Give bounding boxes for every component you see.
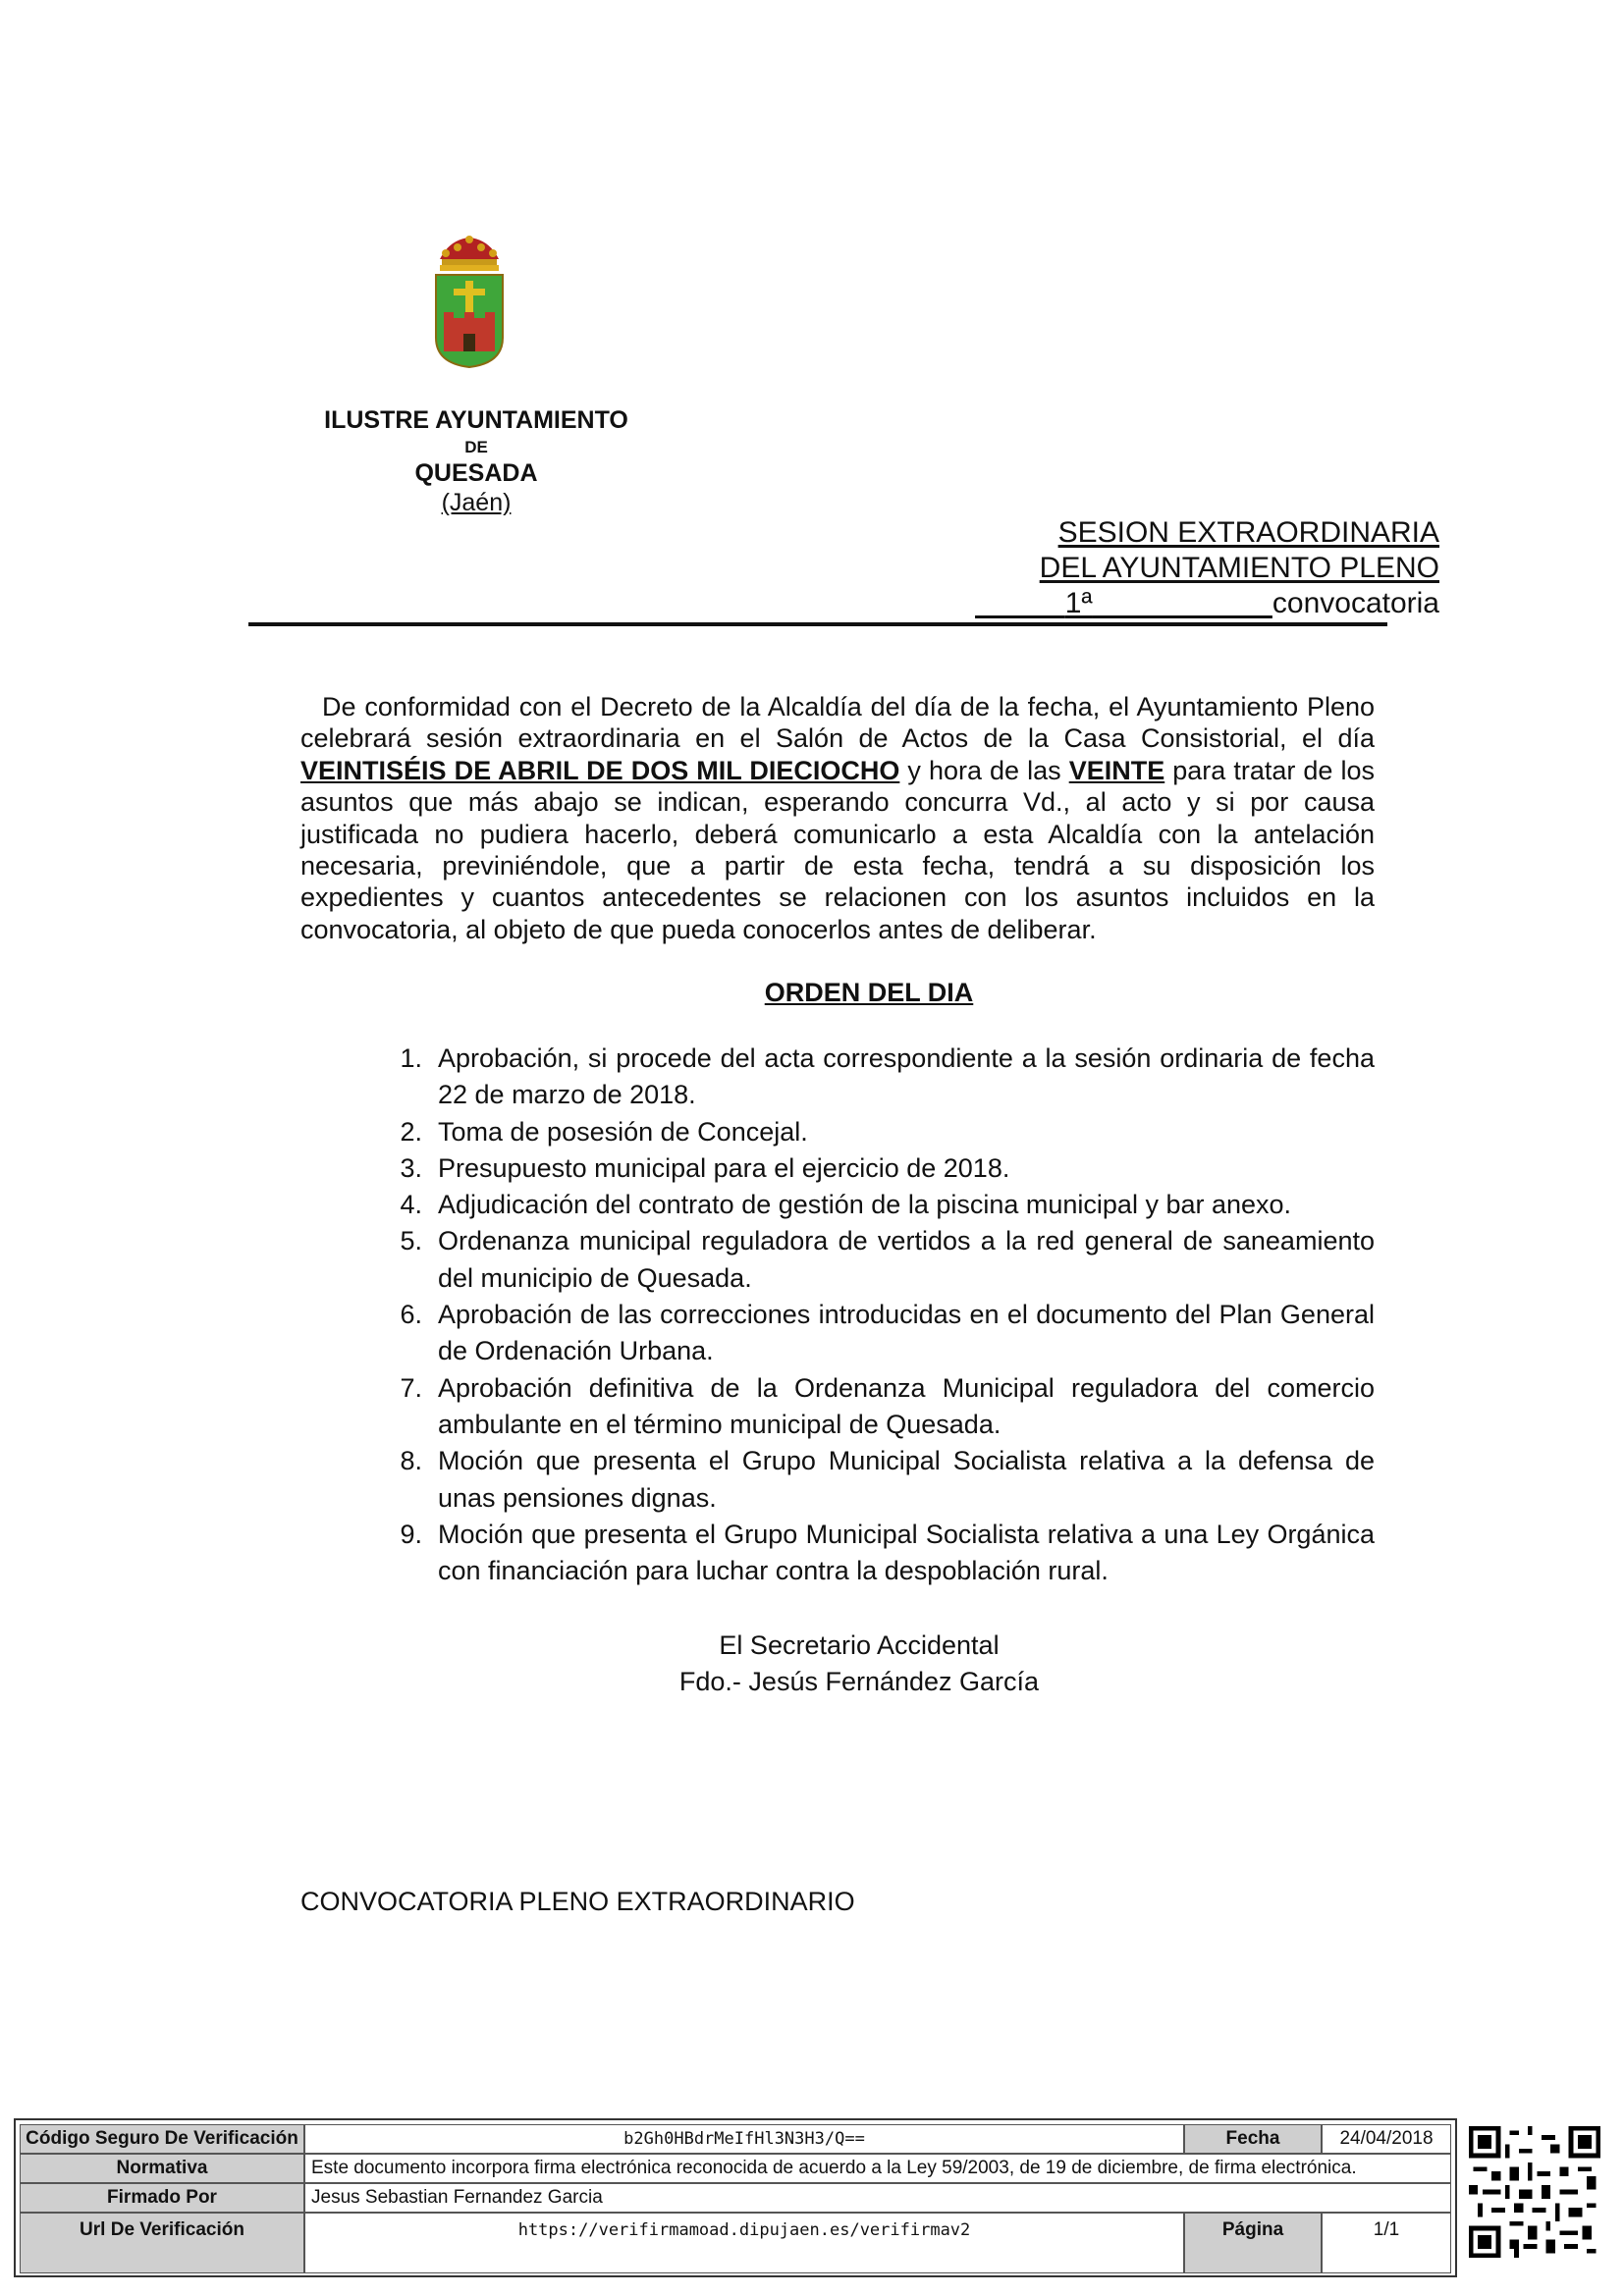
pagina-value: 1/1 bbox=[1322, 2213, 1451, 2273]
session-hour: VEINTE bbox=[1068, 755, 1165, 785]
csv-label: Código Seguro De Verificación bbox=[20, 2124, 304, 2154]
url-label: Url De Verificación bbox=[20, 2213, 304, 2273]
document-title: CONVOCATORIA PLENO EXTRAORDINARIO bbox=[300, 1887, 855, 1916]
agenda-item: 9. Moción que presenta el Grupo Municipal Socialista relativa a una Ley Orgánica con financiación para luchar contra la despoblación rural. bbox=[400, 1519, 1375, 1586]
session-type: SESION EXTRAORDINARIA bbox=[1057, 516, 1439, 549]
agenda-item: 2. Toma de posesión de Concejal. bbox=[400, 1116, 808, 1147]
signature-block bbox=[589, 1628, 1129, 1700]
session-body: DEL AYUNTAMIENTO PLENO bbox=[1039, 552, 1439, 584]
signer-name: Fdo.- Jesús Fernández García bbox=[678, 1667, 1040, 1696]
header-rule bbox=[248, 622, 1387, 626]
convocation-number: 1ª bbox=[1064, 587, 1093, 619]
fecha-label: Fecha bbox=[1184, 2124, 1322, 2154]
url-value[interactable]: https://verifirmamoad.dipujaen.es/verifirmav2 bbox=[304, 2213, 1184, 2273]
institution-town: QUESADA bbox=[414, 459, 538, 487]
coat-of-arms-icon bbox=[430, 236, 509, 369]
agenda-item: 3. Presupuesto municipal para el ejercicio de 2018. bbox=[400, 1152, 1010, 1183]
convocation-text: De conformidad con el Decreto de la Alcaldía del día de la fecha, el Ayuntamiento Pleno celebrará sesión extraordinaria en el Salón de Actos de la Casa Consistorial, el día VEINTISÉIS DE ABRIL DE DOS MIL DIECIOCHO y hora de las VEINTE para tratar de los asuntos que más abajo se indican, esperando concurra Vd., al acto y si por causa justificada no pudiera hacerlo, deberá comunicarlo a esta Alcaldía con la antelación necesaria, previniéndole, que a partir de esta fecha, tendrá a su disposición los expedientes y cuantos antecedentes se relacionen con los asuntos incluidos en la convocatoria, al objeto de que pueda conocerlos antes de deliberar. bbox=[300, 692, 1376, 944]
convocation-word: convocatoria bbox=[1272, 587, 1439, 619]
agenda-item: 1. Aprobación, si procede del acta correspondiente a la sesión ordinaria de fecha 22 de marzo de 2018. bbox=[400, 1043, 1375, 1110]
normativa-label: Normativa bbox=[20, 2154, 304, 2183]
firmado-value: Jesus Sebastian Fernandez Garcia bbox=[304, 2183, 1451, 2213]
agenda-item: 7. Aprobación definitiva de la Ordenanza Municipal reguladora del comercio ambulante en el término municipal de Quesada. bbox=[400, 1372, 1375, 1439]
institution-province: (Jaén) bbox=[441, 489, 512, 516]
session-convocation bbox=[975, 587, 1439, 620]
institution-name: ILUSTRE AYUNTAMIENTO bbox=[324, 406, 628, 434]
agenda-item: 5. Ordenanza municipal reguladora de vertidos a la red general de saneamiento del municipio de Quesada. bbox=[400, 1226, 1375, 1293]
agenda-list bbox=[381, 1041, 1375, 1589]
agenda-item: 4. Adjudicación del contrato de gestión de la piscina municipal y bar anexo. bbox=[400, 1190, 1292, 1220]
normativa-value: Este documento incorpora firma electrónica reconocida de acuerdo a la Ley 59/2003, de 19 de diciembre, de firma electrónica. bbox=[304, 2154, 1451, 2183]
firmado-label: Firmado Por bbox=[20, 2183, 304, 2213]
pagina-label: Página bbox=[1184, 2213, 1322, 2273]
agenda-item: 8. Moción que presenta el Grupo Municipal Socialista relativa a la defensa de unas pensiones dignas. bbox=[400, 1446, 1375, 1513]
fecha-value: 24/04/2018 bbox=[1322, 2124, 1451, 2154]
institution-de: DE bbox=[464, 438, 488, 456]
csv-value: b2Gh0HBdrMeIfHl3N3H3/Q== bbox=[304, 2124, 1184, 2154]
verification-table bbox=[14, 2118, 1457, 2277]
session-date: VEINTISÉIS DE ABRIL DE DOS MIL DIECIOCHO bbox=[300, 755, 900, 785]
agenda-item: 6. Aprobación de las correcciones introducidas en el documento del Plan General de Ordenación Urbana. bbox=[400, 1300, 1375, 1366]
qr-code-icon bbox=[1469, 2126, 1600, 2258]
signer-role: El Secretario Accidental bbox=[719, 1630, 1000, 1660]
agenda-title: ORDEN DEL DIA bbox=[764, 978, 974, 1007]
